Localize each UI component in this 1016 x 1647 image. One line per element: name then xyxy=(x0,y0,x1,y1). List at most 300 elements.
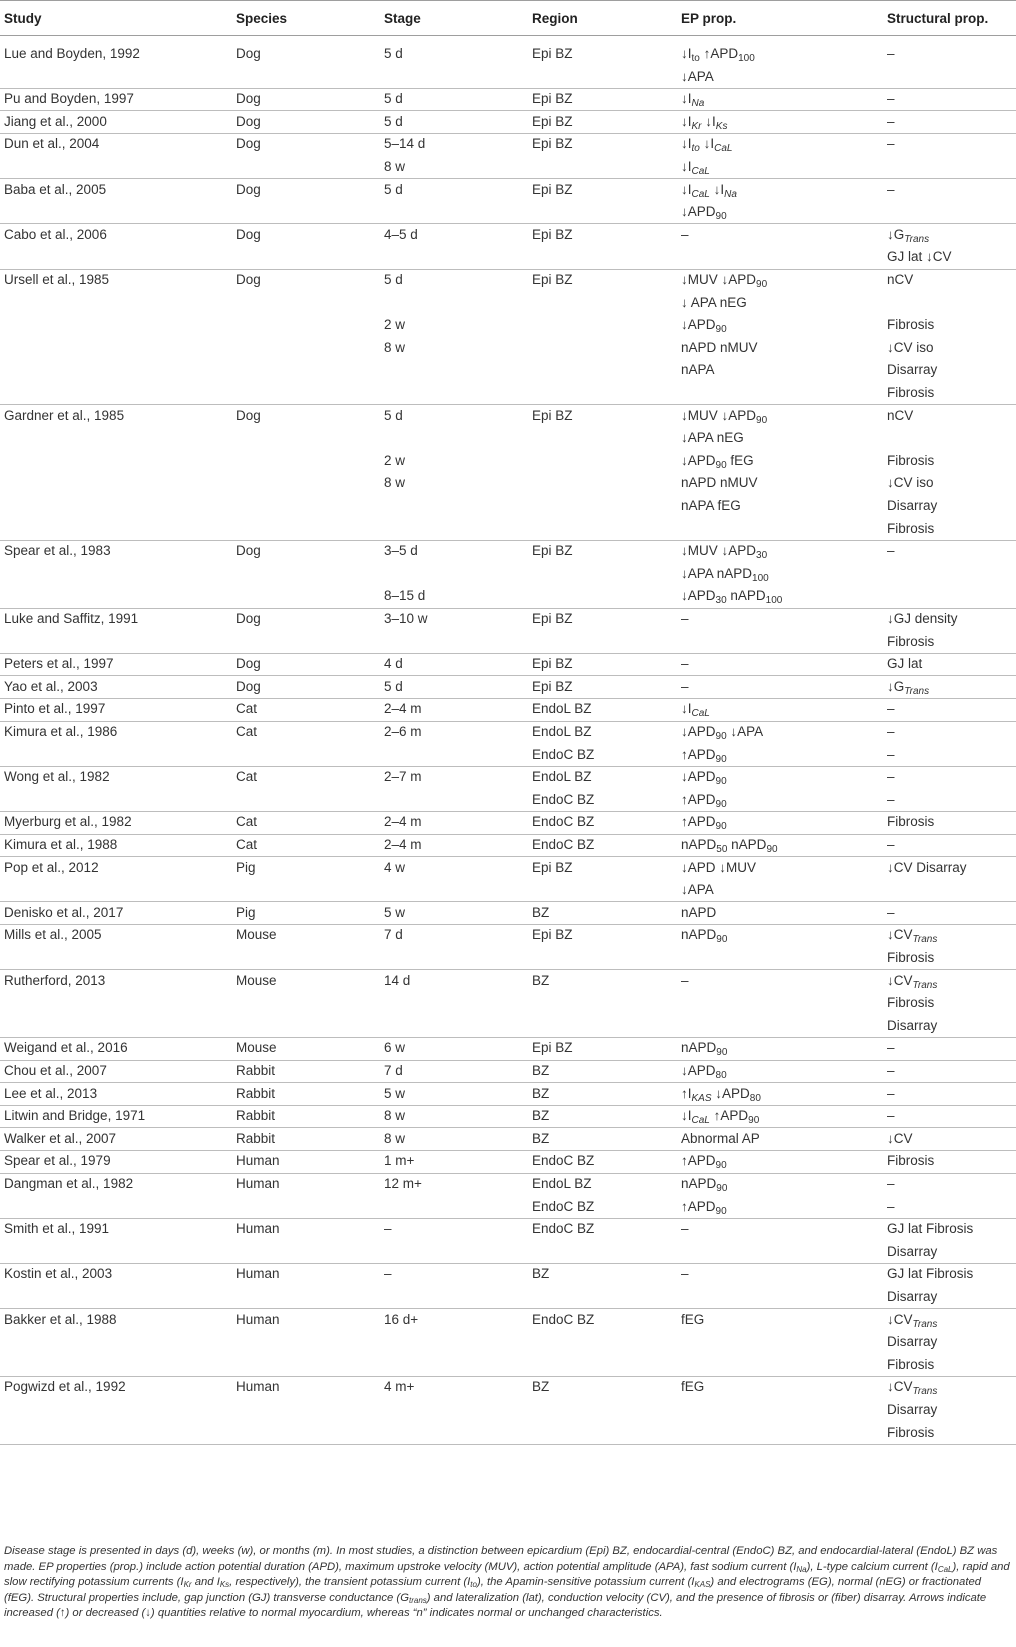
species-cell xyxy=(236,1310,280,1333)
stage-cell xyxy=(384,134,425,179)
cell-line: EndoL BZ xyxy=(532,724,592,739)
region-cell xyxy=(532,835,594,858)
cell-line: Epi BZ xyxy=(532,611,573,626)
cell-line: $↑APD_{90}$ xyxy=(681,791,727,810)
species-cell xyxy=(236,925,277,948)
species-cell xyxy=(236,180,261,203)
region-cell xyxy=(532,1084,549,1107)
row-divider xyxy=(0,834,1016,835)
row-divider xyxy=(0,1308,1016,1309)
cell-line: – xyxy=(887,1176,895,1191)
study-cell xyxy=(4,225,107,248)
cell-line: $↓I_{to}$ $↓I_{CaL}$ xyxy=(681,136,733,155)
structural-prop-cell xyxy=(887,44,895,67)
structural-prop-cell xyxy=(887,1219,973,1264)
species-cell xyxy=(236,1377,280,1400)
row-divider xyxy=(0,35,1016,36)
cell-line: Rabbit xyxy=(236,1130,276,1146)
cell-line: 2–7 m xyxy=(384,769,422,785)
row-divider xyxy=(0,540,1016,541)
region-cell xyxy=(532,654,573,677)
species-cell xyxy=(236,722,257,745)
cell-line: ↓GJ density xyxy=(887,611,958,626)
cell-line: $↓APD_{80}$ xyxy=(681,1063,727,1081)
stage-cell xyxy=(384,722,422,745)
cell-line: Dog xyxy=(236,678,261,694)
cell-line: $↓I_{CaL}$ $↓I_{Na}$ xyxy=(681,181,737,200)
cell-line: EndoL BZ xyxy=(532,1176,592,1191)
cell-line: Disarray xyxy=(887,362,938,378)
cell-line: Human xyxy=(236,1311,280,1327)
cell-line: Rabbit xyxy=(236,1108,276,1124)
cell-line: – xyxy=(887,181,895,197)
stage-cell xyxy=(384,541,425,609)
region-cell xyxy=(532,180,573,203)
cell-line: Cat xyxy=(236,724,258,739)
stage-cell xyxy=(384,925,403,948)
structural-prop-cell xyxy=(887,541,895,564)
ep-prop-cell xyxy=(681,180,737,225)
structural-prop-cell xyxy=(887,812,934,835)
study-cell xyxy=(4,180,106,203)
row-divider xyxy=(0,766,1016,767)
cell-line: nAPA xyxy=(681,362,715,378)
cell-line: 7 d xyxy=(384,927,403,943)
cell-line: Disarray xyxy=(887,1243,938,1259)
ep-prop-cell xyxy=(681,44,755,89)
cell-line: – xyxy=(681,1221,689,1237)
cell-line: ↓APA nAPD$_{100}$ xyxy=(681,565,769,584)
cell-line: – xyxy=(887,1085,895,1101)
cell-line: $↓G_{Trans}$ xyxy=(887,226,930,245)
study-cell xyxy=(4,1038,128,1061)
cell-line: Human xyxy=(236,1153,280,1169)
species-cell xyxy=(236,767,257,790)
cell-line: 8 w xyxy=(384,339,406,355)
region-cell xyxy=(532,858,573,881)
cell-line: Cat xyxy=(236,769,258,785)
cell-line: nCV xyxy=(887,272,914,287)
cell-line: Pig xyxy=(236,859,256,875)
study-cell xyxy=(4,925,102,948)
cell-line: fEG xyxy=(681,1379,705,1395)
ep-prop-cell xyxy=(681,1174,727,1219)
region-cell xyxy=(532,112,573,135)
study-cell xyxy=(4,1106,145,1129)
cell-line: 3–10 w xyxy=(384,611,428,626)
cell-line: $↓I_{CaL}$ xyxy=(681,701,710,720)
cell-line: – xyxy=(384,1221,392,1237)
cell-line: Dog xyxy=(236,226,261,242)
ep-prop-cell xyxy=(681,134,732,179)
study-cell xyxy=(4,1377,126,1400)
species-cell xyxy=(236,971,277,994)
cell-line: Epi BZ xyxy=(532,136,573,152)
cell-line: nAPD xyxy=(681,904,717,920)
cell-line: Epi BZ xyxy=(532,226,573,242)
cell-line: Walker et al., 2007 xyxy=(4,1130,117,1146)
ep-prop-cell xyxy=(681,270,767,383)
ep-prop-cell xyxy=(681,609,689,632)
cell-line: BZ xyxy=(532,1108,550,1124)
species-cell xyxy=(236,225,261,248)
cell-line: 2 w xyxy=(384,452,406,468)
region-cell xyxy=(532,541,573,564)
cell-line: Epi BZ xyxy=(532,407,573,423)
stage-cell xyxy=(384,699,422,722)
cell-line: Dog xyxy=(236,611,261,626)
region-cell xyxy=(532,270,573,293)
cell-line: 8 w xyxy=(384,158,406,174)
cell-line: – xyxy=(887,91,895,107)
cell-line: $↓I_{Kr}$ $↓I_{Ks}$ xyxy=(681,113,728,132)
cell-line: 5 d xyxy=(384,46,403,61)
cell-line: Epi BZ xyxy=(532,656,573,672)
stage-cell xyxy=(384,112,403,135)
cell-line: Human xyxy=(236,1379,280,1395)
region-cell xyxy=(532,134,573,157)
ep-prop-cell xyxy=(681,89,704,112)
cell-line: – xyxy=(681,656,689,672)
structural-prop-cell xyxy=(887,835,895,858)
cell-line: EndoC BZ xyxy=(532,1221,595,1237)
row-divider xyxy=(0,811,1016,812)
ep-prop-cell xyxy=(681,1310,704,1333)
ep-prop-cell xyxy=(681,654,689,677)
cell-line: nAPA fEG xyxy=(681,497,741,513)
cell-line: ↓ APA nEG xyxy=(681,294,747,310)
cell-line: 12 m+ xyxy=(384,1176,422,1191)
cell-line: – xyxy=(384,1266,392,1282)
cell-line: – xyxy=(887,837,895,852)
cell-line: Epi BZ xyxy=(532,678,573,694)
structural-prop-cell xyxy=(887,722,895,767)
species-cell xyxy=(236,1264,280,1287)
row-divider xyxy=(0,901,1016,902)
ep-prop-cell xyxy=(681,812,727,835)
structural-prop-cell xyxy=(887,1151,934,1174)
cell-line: EndoC BZ xyxy=(532,1311,595,1327)
cell-line: 8–15 d xyxy=(384,588,426,604)
cell-line: $↑APD_{90}$ xyxy=(681,746,727,765)
study-cell xyxy=(4,609,138,632)
cell-line: EndoC BZ xyxy=(532,1153,595,1169)
ep-prop-cell xyxy=(681,722,763,767)
cell-line: 6 w xyxy=(384,1040,406,1056)
cell-line: Epi BZ xyxy=(532,859,573,875)
structural-prop-cell xyxy=(887,270,937,406)
cell-line: Fibrosis xyxy=(887,814,935,830)
cell-line: 5 w xyxy=(384,1085,406,1101)
cell-line: $↓APD_{30}$ nAPD$_{100}$ xyxy=(681,588,783,607)
row-divider xyxy=(0,133,1016,134)
cell-line: Cabo et al., 2006 xyxy=(4,226,107,242)
ep-prop-cell xyxy=(681,1106,759,1129)
species-cell xyxy=(236,406,261,429)
ep-prop-cell xyxy=(681,112,727,135)
ep-prop-cell xyxy=(681,971,689,994)
structural-prop-cell xyxy=(887,1061,895,1084)
row-divider xyxy=(0,1150,1016,1151)
cell-line: Human xyxy=(236,1266,280,1282)
cell-line: 8 w xyxy=(384,1108,406,1124)
cell-line: $↓I_{CaL}$ $↑APD_{90}$ xyxy=(681,1108,760,1127)
row-divider xyxy=(0,269,1016,270)
cell-line: 5 d xyxy=(384,113,403,129)
cell-line: EndoC BZ xyxy=(532,1198,595,1214)
cell-line: Fibrosis xyxy=(887,633,935,649)
cell-line xyxy=(887,428,937,451)
study-cell xyxy=(4,1061,107,1084)
species-cell xyxy=(236,270,261,293)
study-cell xyxy=(4,835,117,858)
structural-prop-cell xyxy=(887,1310,937,1378)
species-cell xyxy=(236,1174,280,1197)
stage-col-header: Stage xyxy=(384,11,421,26)
row-divider xyxy=(0,608,1016,609)
study-cell xyxy=(4,134,99,157)
cell-line: Pinto et al., 1997 xyxy=(4,701,106,717)
cell-line: BZ xyxy=(532,904,550,920)
cell-line: Disarray xyxy=(887,497,938,513)
row-divider xyxy=(0,1060,1016,1061)
cell-line: $↓I_{to}$ $↑APD_{100}$ xyxy=(681,46,755,64)
cell-line: nAPD$_{50}$ nAPD$_{90}$ xyxy=(681,837,778,855)
row-divider xyxy=(0,1105,1016,1106)
cell-line: Dog xyxy=(236,181,261,197)
row-divider xyxy=(0,1127,1016,1128)
study-cell xyxy=(4,677,98,700)
study-cell xyxy=(4,1310,117,1333)
study-cell xyxy=(4,44,140,67)
cell-line: $↓APD_{90}$ xyxy=(681,769,727,788)
cell-line: Fibrosis xyxy=(887,520,935,536)
cell-line: 2–6 m xyxy=(384,724,422,739)
region-cell xyxy=(532,225,573,248)
cell-line: 5–14 d xyxy=(384,136,426,152)
cell-line: Lee et al., 2013 xyxy=(4,1085,98,1101)
structural-col-header: Structural prop. xyxy=(887,11,989,26)
cell-line: GJ lat xyxy=(887,656,923,672)
cell-line: 7 d xyxy=(384,1063,403,1078)
stage-cell xyxy=(384,903,405,926)
cell-line: Dog xyxy=(236,543,261,559)
cell-line: BZ xyxy=(532,1130,550,1146)
cell-line: Fibrosis xyxy=(887,452,935,468)
region-cell xyxy=(532,1129,549,1152)
cell-line: Kimura et al., 1986 xyxy=(4,724,118,739)
row-divider xyxy=(0,856,1016,857)
stage-cell xyxy=(384,1264,392,1287)
cell-line: BZ xyxy=(532,1063,550,1078)
cell-line: EndoC BZ xyxy=(532,791,595,807)
structural-prop-cell xyxy=(887,677,929,700)
study-cell xyxy=(4,903,123,926)
cell-line: Cat xyxy=(236,814,258,830)
cell-line: – xyxy=(887,1040,895,1056)
cell-line: 5 d xyxy=(384,407,403,423)
cell-line: – xyxy=(887,724,895,739)
cell-line: $↓I_{Na}$ xyxy=(681,91,705,110)
cell-line: Epi BZ xyxy=(532,113,573,129)
study-cell xyxy=(4,971,105,994)
cell-line: 14 d xyxy=(384,972,411,988)
study-cell xyxy=(4,1174,133,1197)
cell-line: – xyxy=(887,904,895,920)
cell-line: Dog xyxy=(236,91,261,107)
cell-line: Lue and Boyden, 1992 xyxy=(4,46,140,61)
cell-line: Human xyxy=(236,1176,280,1191)
ep-prop-cell xyxy=(681,1377,704,1400)
cell-line: Smith et al., 1991 xyxy=(4,1221,110,1237)
region-cell xyxy=(532,1061,549,1084)
cell-line: Pop et al., 2012 xyxy=(4,859,99,875)
cell-line: Peters et al., 1997 xyxy=(4,656,114,672)
structural-prop-cell xyxy=(887,654,922,677)
region-cell xyxy=(532,1377,549,1400)
ep-prop-cell xyxy=(681,1151,727,1174)
region-cell xyxy=(532,609,573,632)
cell-line: Mills et al., 2005 xyxy=(4,927,102,943)
cell-line: Mouse xyxy=(236,1040,277,1056)
stage-cell xyxy=(384,835,422,858)
cell-line: $↑I_{KAS}$ $↓APD_{80}$ xyxy=(681,1085,761,1104)
structural-prop-cell xyxy=(887,1174,895,1219)
cell-line: – xyxy=(887,746,895,762)
cell-line: Fibrosis xyxy=(887,995,935,1011)
cell-line: BZ xyxy=(532,972,550,988)
cell-line: nAPD$_{90}$ xyxy=(681,1176,728,1194)
cell-line: 2–4 m xyxy=(384,701,422,717)
structural-prop-cell xyxy=(887,767,895,812)
species-cell xyxy=(236,609,261,632)
cell-line: Fibrosis xyxy=(887,317,935,333)
cell-line: Pogwizd et al., 1992 xyxy=(4,1379,126,1395)
region-cell xyxy=(532,903,549,926)
study-cell xyxy=(4,541,111,564)
stage-cell xyxy=(384,1219,392,1242)
cell-line: $↓CV_{Trans}$ xyxy=(887,1311,938,1330)
species-cell xyxy=(236,89,261,112)
row-divider xyxy=(0,404,1016,405)
cell-line: 16 d+ xyxy=(384,1311,419,1327)
study-cell xyxy=(4,270,109,293)
table-footnote: Disease stage is presented in days (d), weeks (w), or months (m). In most studies, a distinction between epicardium (Epi) BZ, endocardial-central (EndoC) BZ, and endocardial-lateral (EndoL) BZ was made. EP properties (prop.) include action potential duration (APD), maximum upstroke velocity (MUV), action potential amplitude (APA), fast sodium current $(I_{Na})$, L-type calcium current $(I_{CaL})$, rapid and slow rectifying potassium currents ($I_{Kr}$ and $I_{Ks}$, respectively), the transient potassium current $(I_{to})$, the Apamin-sensitive potassium current $(I_{KAS})$ and electrograms (EG), normal (nEG) or fractionated (fEG). Structural properties include, gap junction (GJ) transverse conductance $(G_{trans})$ and lateralization (lat), conduction velocity (CV), and the presence of fibrosis or (fiber) disarray. Arrows indicate increased (↑) or decreased (↓) quantities relative to normal myocardium, whereas “n” indicates normal or unchanged characteristics. xyxy=(4,1545,1010,1620)
cell-line: nCV xyxy=(887,407,914,423)
cell-line: – xyxy=(887,791,895,807)
cell-line: $↑APD_{90}$ xyxy=(681,1198,727,1217)
stage-cell xyxy=(384,44,403,67)
ep-prop-cell xyxy=(681,1219,689,1242)
cell-line: Fibrosis xyxy=(887,1153,935,1169)
cell-line: – xyxy=(681,972,689,988)
species-cell xyxy=(236,654,261,677)
cell-line: Ursell et al., 1985 xyxy=(4,272,110,287)
ep-prop-cell xyxy=(681,858,756,903)
structural-prop-cell xyxy=(887,134,895,157)
structural-prop-cell xyxy=(887,1264,973,1309)
cell-line: Kimura et al., 1988 xyxy=(4,837,118,852)
stage-cell xyxy=(384,406,405,496)
cell-line: – xyxy=(887,136,895,152)
stage-cell xyxy=(384,1377,414,1400)
cell-line: 4 w xyxy=(384,859,406,875)
species-cell xyxy=(236,1219,280,1242)
cell-line: Disarray xyxy=(887,1017,938,1033)
cell-line: $↓APD_{90}$ ↓APA xyxy=(681,724,764,742)
cell-line: – xyxy=(681,678,689,694)
structural-prop-cell xyxy=(887,925,937,970)
cell-line: Pig xyxy=(236,904,256,920)
cell-line: GJ lat ↓CV xyxy=(887,249,952,265)
structural-prop-cell xyxy=(887,971,937,1039)
cell-line: 2–4 m xyxy=(384,837,422,852)
stage-cell xyxy=(384,858,405,881)
region-cell xyxy=(532,677,573,700)
study-cell xyxy=(4,1264,112,1287)
cell-line: $↓I_{CaL}$ xyxy=(681,158,710,177)
cell-line: Dog xyxy=(236,656,261,672)
stage-cell xyxy=(384,1106,405,1129)
cell-line: Spear et al., 1983 xyxy=(4,543,111,559)
cell-line: EndoC BZ xyxy=(532,814,595,830)
cell-line: Mouse xyxy=(236,927,277,943)
cell-line: – xyxy=(887,1063,895,1078)
stage-cell xyxy=(384,1061,403,1084)
cell-line: $↓APD_{90}$ xyxy=(681,317,727,336)
cell-line: 4–5 d xyxy=(384,226,418,242)
cell-line: – xyxy=(681,1266,689,1282)
row-divider xyxy=(0,1263,1016,1264)
species-cell xyxy=(236,134,261,157)
cell-line: Jiang et al., 2000 xyxy=(4,113,107,129)
cell-line: ↓APA xyxy=(681,68,714,84)
stage-cell xyxy=(384,812,422,835)
study-cell xyxy=(4,812,132,835)
ep-prop-cell xyxy=(681,225,689,248)
row-divider xyxy=(0,0,1016,1)
row-divider xyxy=(0,110,1016,111)
region-cell xyxy=(532,44,573,67)
row-divider xyxy=(0,1037,1016,1038)
study-cell xyxy=(4,1084,97,1107)
study-cell xyxy=(4,858,99,881)
cell-line: Dog xyxy=(236,113,261,129)
region-cell xyxy=(532,1038,573,1061)
cell-line: Epi BZ xyxy=(532,181,573,197)
region-col-header: Region xyxy=(532,11,578,26)
row-divider xyxy=(0,698,1016,699)
region-cell xyxy=(532,1106,549,1129)
cell-line xyxy=(384,428,405,451)
structural-prop-cell xyxy=(887,699,895,722)
region-cell xyxy=(532,1219,594,1242)
region-cell xyxy=(532,406,573,429)
study-cell xyxy=(4,1151,111,1174)
cell-line: Abnormal AP xyxy=(681,1130,760,1146)
cell-line: Rabbit xyxy=(236,1085,276,1101)
species-cell xyxy=(236,812,257,835)
species-cell xyxy=(236,112,261,135)
stage-cell xyxy=(384,270,405,360)
species-cell xyxy=(236,541,261,564)
cell-line: $↑APD_{90}$ xyxy=(681,814,727,833)
cell-line: Epi BZ xyxy=(532,91,573,107)
ep-prop-cell xyxy=(681,1084,761,1107)
cell-line: ↓CV Disarray xyxy=(887,859,967,875)
region-cell xyxy=(532,812,594,835)
row-divider xyxy=(0,1444,1016,1445)
